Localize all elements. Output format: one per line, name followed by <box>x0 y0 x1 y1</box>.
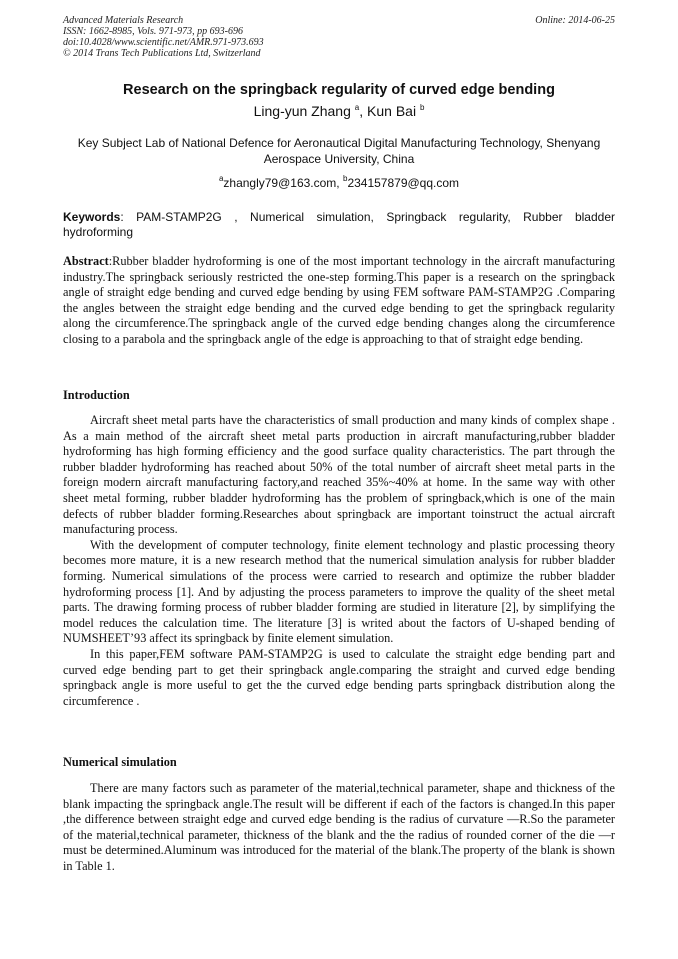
author-separator: , <box>359 103 368 119</box>
author-line <box>40 102 638 120</box>
paragraph: There are many factors such as parameter of the material,technical parameter, shape and thickness of the blank impacting the springback angle.The result will be different if each of the factors is changed.In this paper ,the difference between straight edge and curved edge bending is the radius of curvature —R.So the parameter of the material,technical parameter, thickness of the blank and the the radius of rounded corner of the die —r must be determined.Aluminum was introduced for the material of the blank.The property of the blank is shown in Table 1. <box>63 781 615 873</box>
email-address: 234157879@qq.com <box>347 176 460 190</box>
author-affil-mark: b <box>419 103 425 112</box>
paragraph: In this paper,FEM software PAM-STAMP2G is used to calculate the straight edge bending part and curved edge bending part to get their springback angle.comparing the straight and curved edge bending springback angle is more useful to get the the curved edge bending parts springback distribution along the circumference . <box>63 646 615 708</box>
author-name: Kun Bai <box>367 103 417 119</box>
issn-line: ISSN: 1662-8985, Vols. 971-973, pp 693-696 <box>63 26 243 37</box>
numerical-simulation-body <box>63 781 615 875</box>
email-line <box>40 175 638 191</box>
copyright-line: © 2014 Trans Tech Publications Ltd, Switzerland <box>63 48 261 59</box>
author-affil-mark: a <box>354 103 360 112</box>
journal-name: Advanced Materials Research <box>63 15 184 26</box>
email-mark: a <box>218 174 224 183</box>
section-heading-introduction: Introduction <box>63 388 130 402</box>
abstract-label: Abstract <box>63 254 109 268</box>
email-address: zhangly79@163.com, <box>223 176 343 190</box>
online-date: Online: 2014-06-25 <box>535 15 615 26</box>
affiliation: Key Subject Lab of National Defence for Aeronautical Digital Manufacturing Technology, Shenyang Aerospace University, China <box>77 136 601 166</box>
keywords-text: : PAM-STAMP2G , Numerical simulation, Springback regularity, Rubber bladder hydroforming <box>63 210 615 239</box>
paragraph: With the development of computer technology, finite element technology and plastic processing theory becomes more mature, it is a new research method that the numerical simulation analysis for rubber bladder forming. Numerical simulations of the process were carried to research and optimize the rubber bladder hydroforming process [1]. And by adjusting the process parameters to improve the quality of the sheet metal parts. The drawing forming process of rubber bladder forming are studied in literature [2], by simplifying the model reduces the calculation time. The literature [3] is writed about the factors of U-shaped bending of NUMSHEET’93 affect its springback by finite element simulation. <box>63 537 615 646</box>
abstract <box>63 254 615 348</box>
journal-header <box>63 15 615 59</box>
paper-title: Research on the springback regularity of curved edge bending <box>123 82 555 98</box>
keywords <box>63 210 615 240</box>
doi-line: doi:10.4028/www.scientific.net/AMR.971-973.693 <box>63 37 264 48</box>
introduction-body <box>63 413 615 709</box>
section-heading-numerical-simulation: Numerical simulation <box>63 755 177 769</box>
keywords-label: Keywords <box>63 210 121 224</box>
email-mark: b <box>342 174 348 183</box>
paragraph: Aircraft sheet metal parts have the characteristics of small production and many kinds of complex shape . As a main method of the aircraft sheet metal parts production in aircraft manufacturing,rubber bladder hydroforming has high forming efficiency and the good surface quality characteristics. The part through the rubber bladder hydroforming has reached about 50% of the total number of aircraft sheet metal parts in the foreign modern aircraft manufacturing factory,and reached 35%~40% at home. In the same way with other sheet metal forming, rubber bladder hydroforming has the problem of springback,which is one of the main defects of rubber bladder forming.Researches about springback are important toinstruct the actual aircraft manufacturing process. <box>63 413 615 537</box>
abstract-text: :Rubber bladder hydroforming is one of the most important technology in the aircraft manufacturing industry.The springback seriously restricted the one-step forming.This paper is a research on the springback angle of straight edge bending and curved edge bending by using FEM software PAM-STAMP2G .Comparing the angles between the straight edge bending and the curved edge bending to get the springback regularity along the circumference.The springback angle of the curved edge bending changes along the circumference closing to a parabola and the springback angle of the edge is approaching to that of straight edge bending. <box>63 254 615 346</box>
author-name: Ling-yun Zhang <box>253 103 351 119</box>
